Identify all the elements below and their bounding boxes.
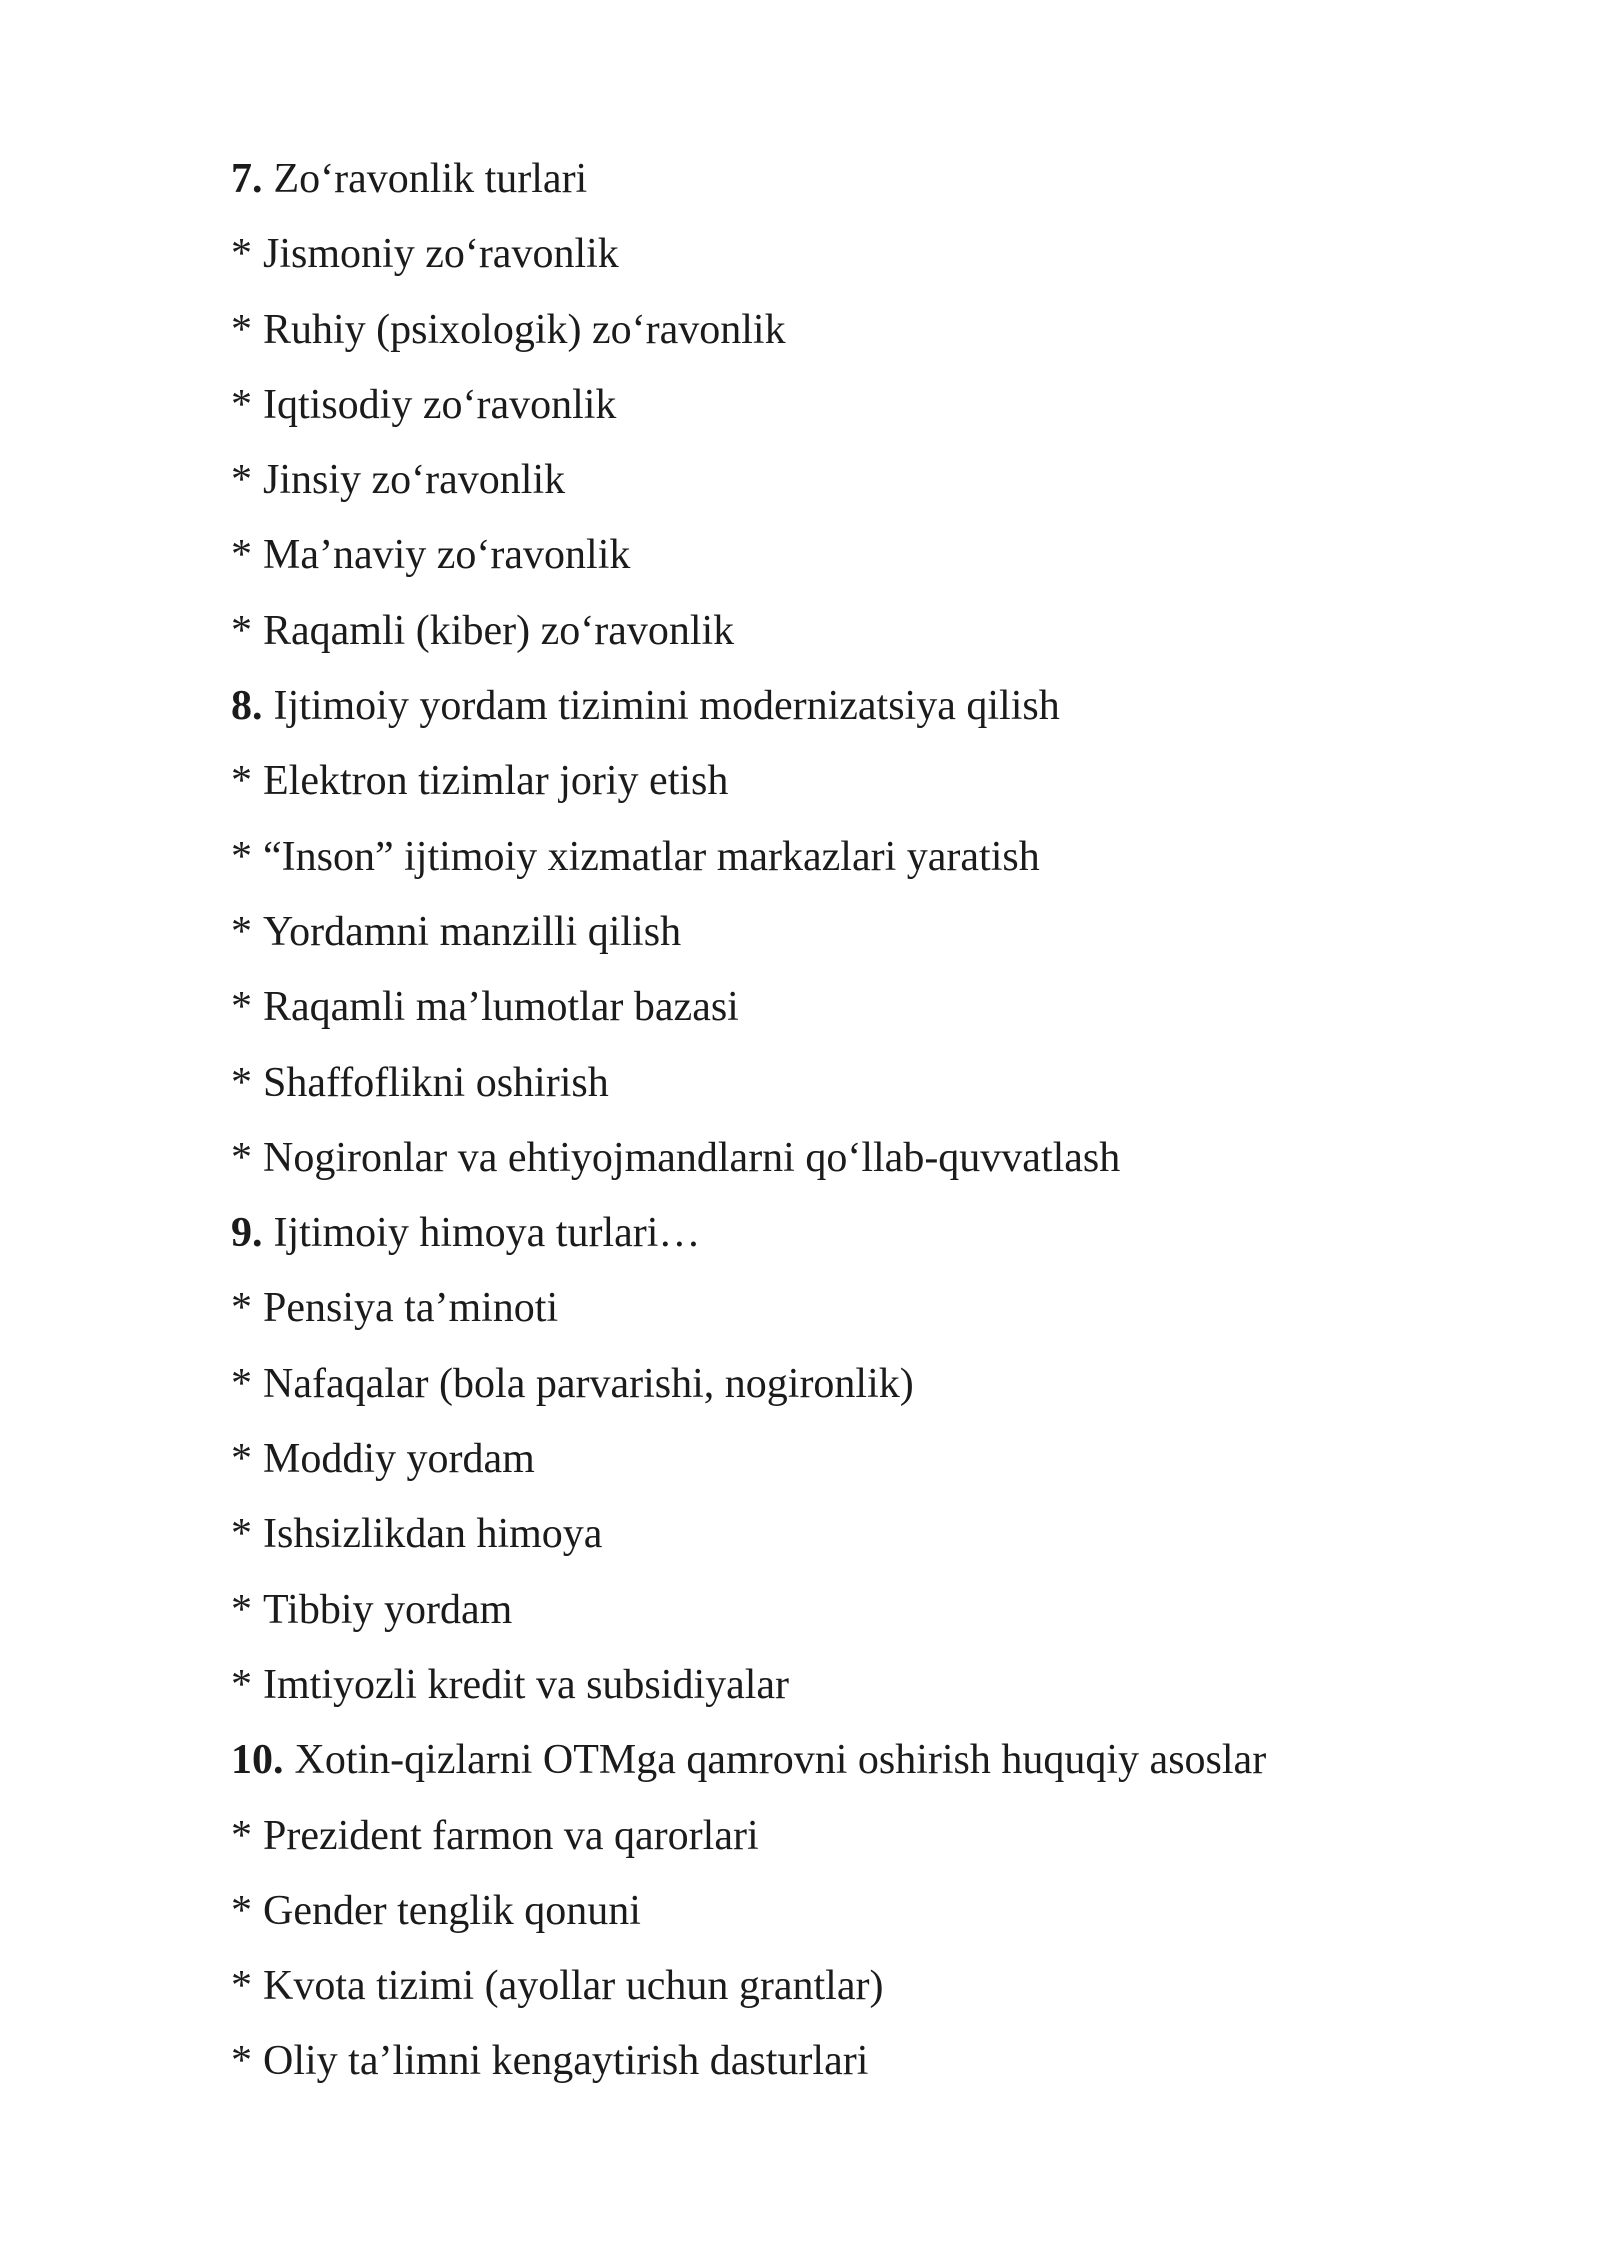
- list-item-text: Ma’naviy zo‘ravonlik: [263, 532, 631, 579]
- list-item-text: Pensiya ta’minoti: [263, 1285, 559, 1332]
- section-heading: [231, 148, 1431, 223]
- list-item-text: Shaffoflikni oshirish: [263, 1059, 609, 1106]
- list-item: [231, 826, 1431, 901]
- list-item-text: Kvota tizimi (ayollar uchun grantlar): [263, 1963, 884, 2010]
- section-heading: [231, 1729, 1431, 1804]
- list-item-text: Yordamni manzilli qilish: [263, 908, 682, 955]
- bullet-marker: *: [231, 833, 252, 880]
- list-item-text: Raqamli (kiber) zo‘ravonlik: [263, 607, 735, 654]
- list-item: [231, 1880, 1431, 1955]
- list-item-text: Gender tenglik qonuni: [263, 1887, 641, 1934]
- bullet-marker: *: [231, 457, 252, 504]
- bullet-marker: *: [231, 2038, 252, 2085]
- bullet-marker: *: [231, 758, 252, 805]
- list-item-text: Raqamli ma’lumotlar bazasi: [263, 984, 739, 1031]
- bullet-marker: *: [231, 1661, 252, 1708]
- list-item-text: Nogironlar va ehtiyojmandlarni qo‘llab-quvvatlash: [263, 1134, 1121, 1181]
- list-item: [231, 449, 1431, 524]
- list-item-text: Tibbiy yordam: [263, 1586, 513, 1633]
- bullet-marker: *: [231, 1586, 252, 1633]
- list-item-text: “Inson” ijtimoiy xizmatlar markazlari yaratish: [263, 833, 1040, 880]
- section-heading: [231, 1202, 1431, 1277]
- list-item-text: Prezident farmon va qarorlari: [263, 1812, 759, 1859]
- list-item: [231, 1277, 1431, 1352]
- section-title: Xotin-qizlarni OTMga qamrovni oshirish huquqiy asoslar: [294, 1737, 1267, 1784]
- list-item-text: Nafaqalar (bola parvarishi, nogironlik): [263, 1360, 914, 1407]
- list-item: [231, 1579, 1431, 1654]
- list-item: [231, 1127, 1431, 1202]
- list-item: [231, 223, 1431, 298]
- bullet-marker: *: [231, 1059, 252, 1106]
- bullet-marker: *: [231, 908, 252, 955]
- list-item-text: Moddiy yordam: [263, 1436, 535, 1483]
- bullet-marker: *: [231, 1285, 252, 1332]
- list-item-text: Oliy ta’limni kengaytirish dasturlari: [263, 2038, 869, 2085]
- list-item-text: Imtiyozli kredit va subsidiyalar: [263, 1661, 790, 1708]
- bullet-marker: *: [231, 1134, 252, 1181]
- list-item: [231, 2030, 1431, 2105]
- section-number: 9.: [231, 1210, 263, 1257]
- list-item-text: Jinsiy zo‘ravonlik: [263, 457, 566, 504]
- list-item: [231, 1353, 1431, 1428]
- bullet-marker: *: [231, 1511, 252, 1558]
- list-item-text: Elektron tizimlar joriy etish: [263, 758, 729, 805]
- list-item: [231, 1503, 1431, 1578]
- bullet-marker: *: [231, 607, 252, 654]
- list-item: [231, 901, 1431, 976]
- list-item: [231, 1955, 1431, 2030]
- list-item: [231, 524, 1431, 599]
- list-item-text: Jismoniy zo‘ravonlik: [263, 231, 619, 278]
- section-heading: [231, 675, 1431, 750]
- bullet-marker: *: [231, 1436, 252, 1483]
- bullet-marker: *: [231, 306, 252, 353]
- section-title: Ijtimoiy yordam tizimini modernizatsiya qilish: [273, 683, 1060, 730]
- bullet-marker: *: [231, 532, 252, 579]
- bullet-marker: *: [231, 984, 252, 1031]
- bullet-marker: *: [231, 1812, 252, 1859]
- section-number: 7.: [231, 156, 263, 202]
- bullet-marker: *: [231, 1360, 252, 1407]
- list-item: [231, 374, 1431, 449]
- section-title: Ijtimoiy himoya turlari…: [273, 1210, 701, 1257]
- bullet-marker: *: [231, 1887, 252, 1934]
- bullet-marker: *: [231, 381, 252, 428]
- list-item: [231, 976, 1431, 1051]
- list-item: [231, 600, 1431, 675]
- list-item: [231, 750, 1431, 825]
- bullet-marker: *: [231, 231, 252, 278]
- document-body: [231, 148, 1431, 2106]
- list-item-text: Iqtisodiy zo‘ravonlik: [263, 381, 617, 428]
- list-item: [231, 299, 1431, 374]
- section-number: 8.: [231, 683, 263, 730]
- list-item: [231, 1428, 1431, 1503]
- section-number: 10.: [231, 1737, 284, 1784]
- bullet-marker: *: [231, 1963, 252, 2010]
- list-item-text: Ruhiy (psixologik) zo‘ravonlik: [263, 306, 786, 353]
- list-item: [231, 1052, 1431, 1127]
- list-item: [231, 1805, 1431, 1880]
- section-title: Zo‘ravonlik turlari: [273, 156, 588, 202]
- list-item-text: Ishsizlikdan himoya: [263, 1511, 603, 1558]
- list-item: [231, 1654, 1431, 1729]
